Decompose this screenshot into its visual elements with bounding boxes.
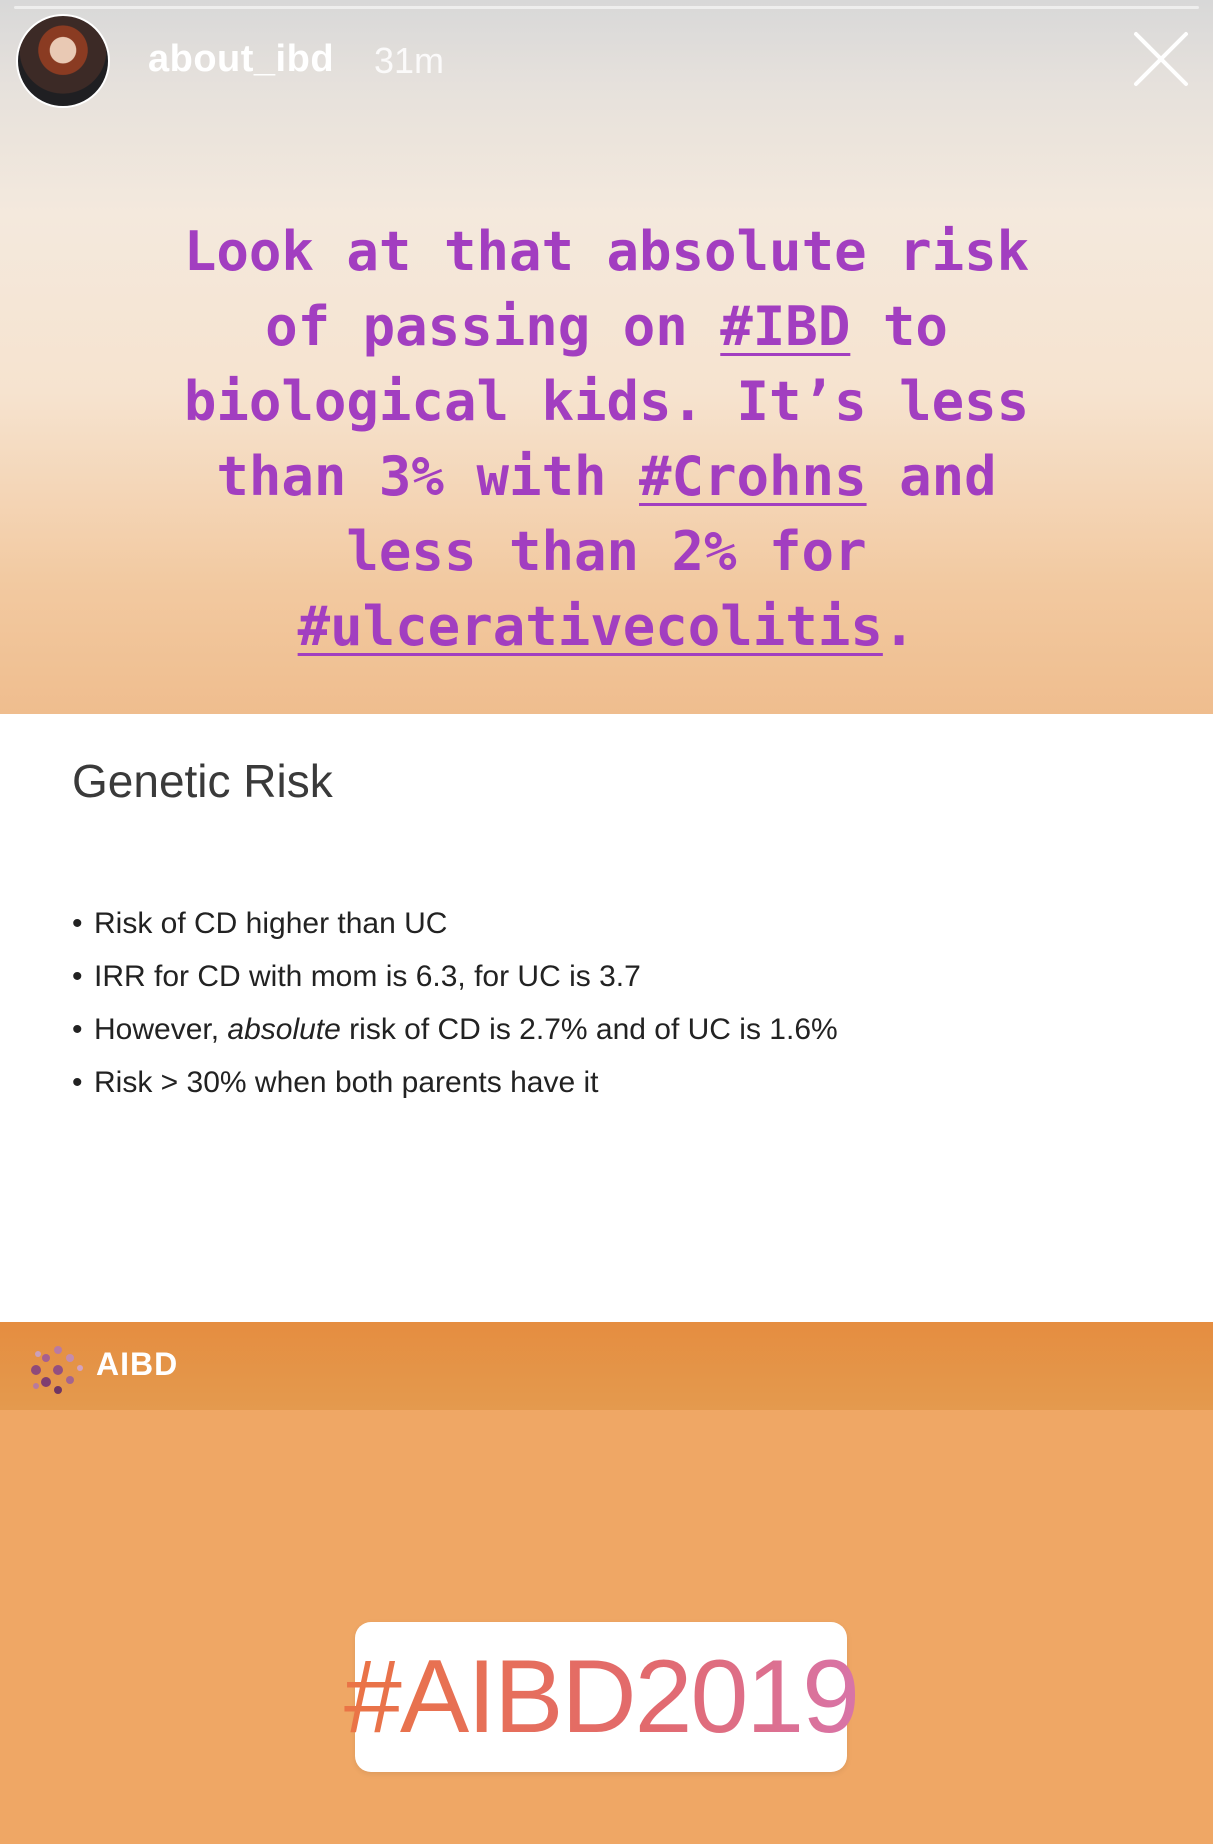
timestamp: 31m: [374, 40, 445, 81]
avatar[interactable]: [16, 14, 110, 108]
story-top-area: [0, 0, 1213, 714]
hashtag-link-ibd[interactable]: #IBD: [720, 295, 851, 358]
bullet-item: • IRR for CD with mom is 6.3, for UC is 3.7: [72, 957, 838, 1010]
hashtag-sticker-text: #AIBD2019: [344, 1638, 858, 1755]
hashtag-link-ulcerativecolitis[interactable]: #ulcerativecolitis: [297, 595, 883, 658]
aibd-logo-icon: [28, 1342, 86, 1398]
story-caption: [40, 214, 1173, 664]
hashtag-link-crohns[interactable]: #Crohns: [639, 445, 867, 508]
close-button[interactable]: [1132, 30, 1190, 88]
caption-line: #ulcerativecolitis.: [297, 595, 916, 658]
bullet-item: • Risk > 30% when both parents have it: [72, 1063, 838, 1116]
caption-line: biological kids. It’s less: [183, 370, 1030, 433]
slide-bullet-list: [72, 904, 838, 1116]
caption-line: than 3% with #Crohns and: [216, 445, 997, 508]
caption-line: Look at that absolute risk: [183, 220, 1030, 283]
username[interactable]: about_ibd: [148, 38, 335, 80]
story-progress-bar: [14, 6, 1199, 9]
presentation-slide: [0, 714, 1213, 1322]
close-icon: [1132, 30, 1190, 88]
caption-line: less than 2% for: [346, 520, 867, 583]
hashtag-sticker[interactable]: [344, 1622, 858, 1772]
slide-footer-bar: [0, 1322, 1213, 1410]
aibd-logo-text: AIBD: [96, 1346, 179, 1382]
bullet-item: • Risk of CD higher than UC: [72, 904, 838, 957]
slide-title: Genetic Risk: [72, 755, 333, 807]
bullet-item: • However, absolute risk of CD is 2.7% and of UC is 1.6%: [72, 1010, 838, 1063]
caption-line: of passing on #IBD to: [265, 295, 948, 358]
